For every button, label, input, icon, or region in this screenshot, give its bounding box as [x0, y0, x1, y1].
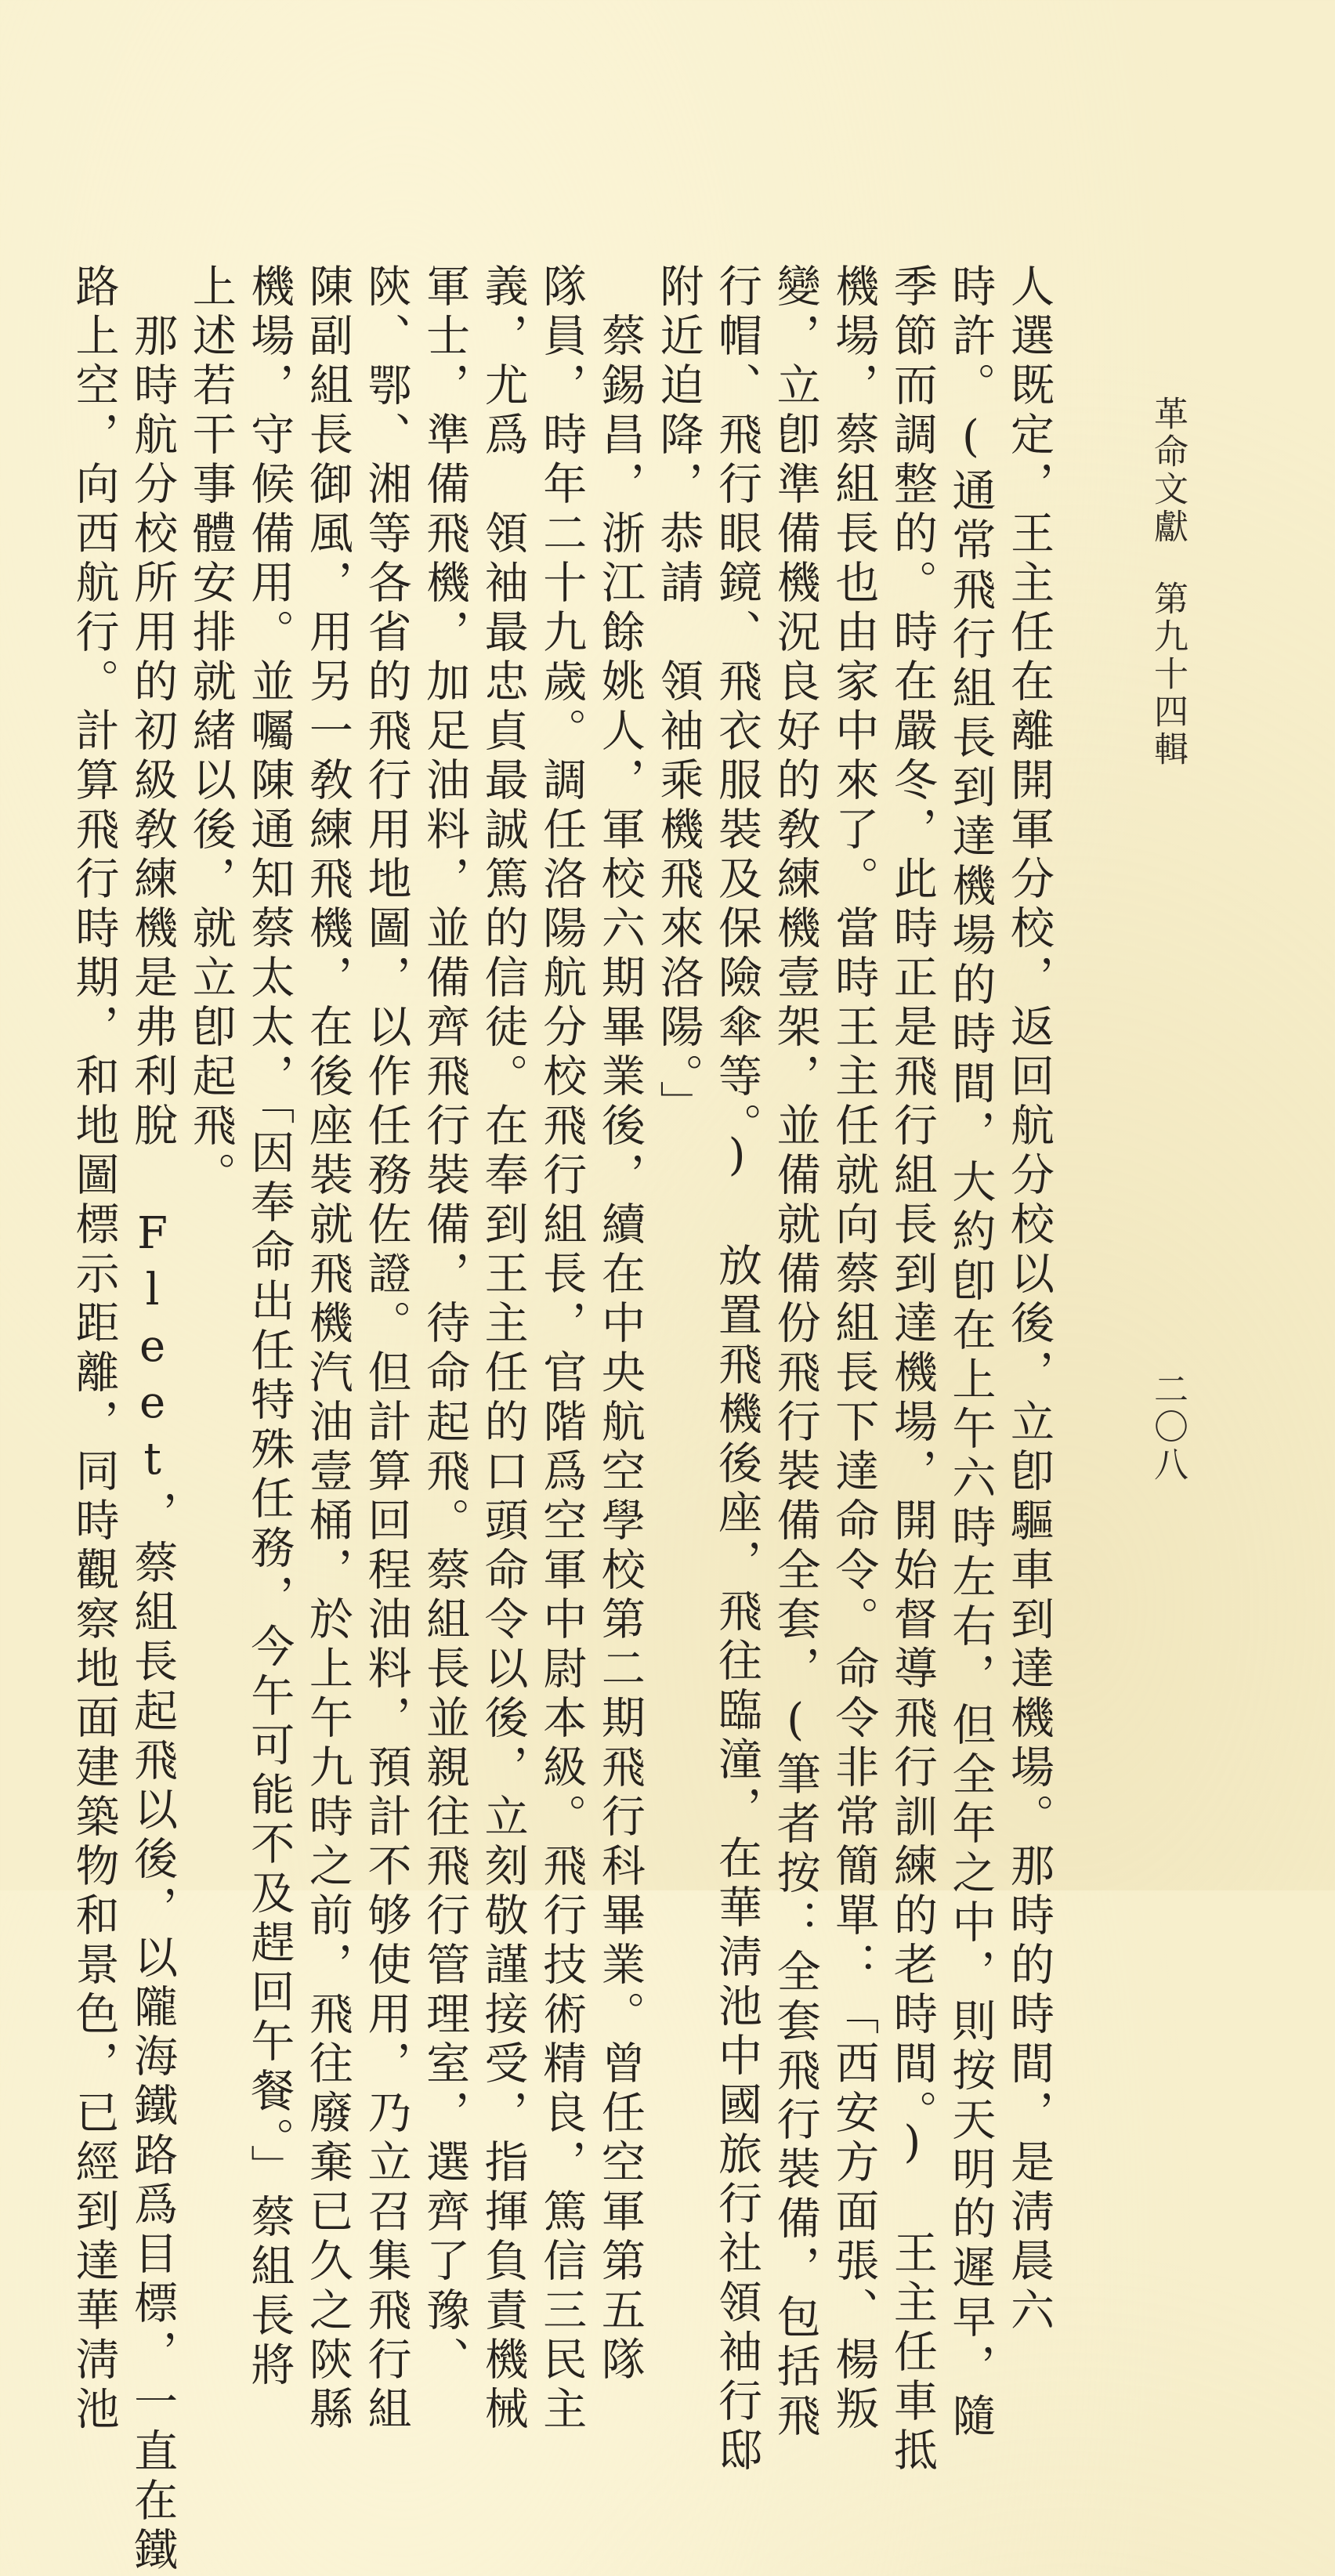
text-column-11: 軍士，準備飛機，加足油料，並備齊飛行裝備，待命起飛。蔡組長並親往飛行管理室，選齊了豫、 [419, 263, 471, 2386]
text-column-13: 陳副組長御風，用另一敎練飛機，在後座裝就飛機汽油壹桶，於上午九時之前，飛往廢棄已久之陝縣 [302, 263, 353, 2435]
text-column-10: 義，尤爲 領袖最忠貞最誠篤的信徒。在奉到王主任的口頭命令以後，立刻敬謹接受，指揮負責機械 [477, 263, 529, 2435]
text-column-6: 行帽、飛行眼鏡、飛衣服裝及保險傘等。) 放置飛機後座，飛往臨潼，在華淸池中國旅行社領袖行邸 [711, 263, 763, 2477]
page-number: 二〇八 [1148, 1371, 1188, 1484]
body-text [68, 263, 1058, 2576]
text-column-7: 附近迫降，恭請 領袖乘機飛來洛陽。」 [653, 263, 704, 1130]
text-column-12: 陝、鄂、湘等各省的飛行用地圖，以作任務佐證。但計算回程油料，預計不够使用，乃立召集飛行組 [360, 263, 412, 2435]
text-column-4: 機場，蔡組長也由家中來了。當時王主任就向蔡組長下達命令。命令非常簡單：「西安方面張、楊叛 [828, 263, 880, 2435]
text-column-5: 變，立卽準備機況良好的敎練機壹架，並備就備份飛行裝備全套，(筆者按：全套飛行裝備，包括飛 [769, 263, 821, 2442]
text-column-16: 那時航分校所用的初級敎練機是弗利脫 Fleet，蔡組長起飛以後，以隴海鐵路爲目標，一直在鐵 [127, 263, 179, 2576]
text-column-9: 隊員，時年二十九歲。調任洛陽航分校飛行組長，官階爲空軍中尉本級。飛行技術精良，篤信三民主 [536, 263, 588, 2435]
book-title: 革命文獻 [1148, 396, 1188, 546]
text-column-15: 上述若干事體安排就緒以後，就立卽起飛。 [185, 263, 237, 1201]
text-column-17: 路上空，向西航行。計算飛行時期，和地圖標示距離，同時觀察地面建築物和景色，已經到達華淸池 [68, 263, 120, 2435]
volume-label: 第九十四輯 [1148, 581, 1188, 769]
text-column-3: 季節而調整的。時在嚴冬，此時正是飛行組長到達機場，開始督導飛行訓練的老時間。) 王主任車抵 [886, 263, 938, 2477]
text-column-1: 人選既定，王主任在離開軍分校，返回航分校以後，立卽驅車到達機場。那時的時間，是淸晨六 [1004, 263, 1055, 2336]
text-column-8: 蔡錫昌，浙江餘姚人，軍校六期畢業後，續在中央航空學校第二期飛行科畢業。曾任空軍第五隊 [594, 263, 646, 2386]
running-header [1142, 396, 1192, 1508]
text-column-2: 時許。(通常飛行組長到達機場的時間，大約卽在上午六時左右，但全年之中，則按天明的遲早，隨 [945, 263, 997, 2442]
text-column-14: 機場，守候備用。並囑陳通知蔡太太，「因奉命出任特殊任務，今午可能不及趕回午餐。」蔡組長將 [244, 263, 295, 2391]
